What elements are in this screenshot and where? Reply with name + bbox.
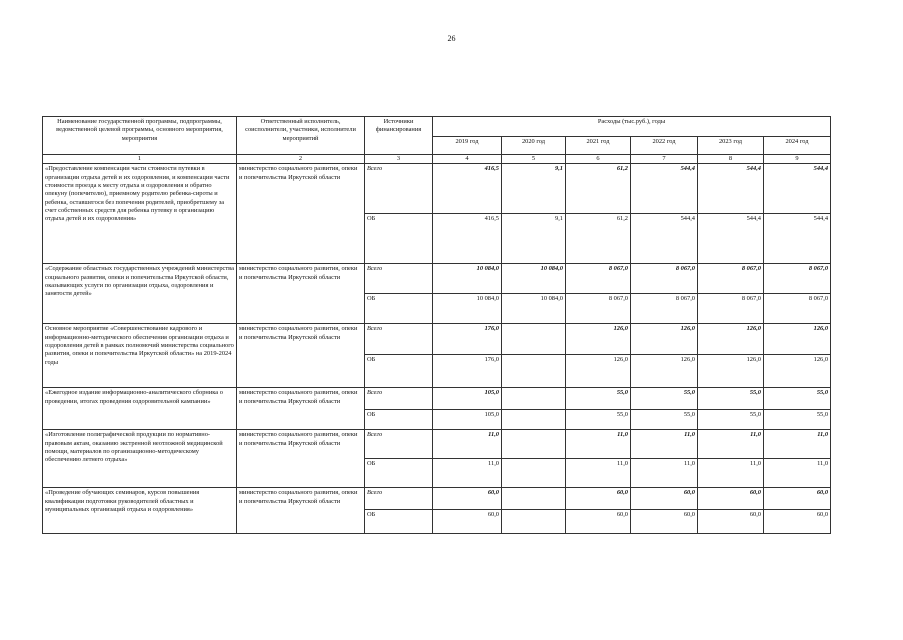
value-total: 11,0	[631, 430, 698, 459]
budget-table	[42, 116, 831, 534]
column-number: 5	[502, 155, 566, 164]
executor: министерство социального развития, опеки и попечительства Иркутской области	[237, 388, 365, 430]
source-total-label: Всего	[365, 430, 433, 459]
header-sources: Источники финансирования	[365, 117, 433, 155]
source-ob-label: ОБ	[365, 214, 433, 264]
column-number-row	[43, 155, 831, 164]
value-total: 55,0	[631, 388, 698, 410]
value-ob: 61,2	[566, 214, 631, 264]
activity-name: Основное мероприятие «Совершенствование кадрового и информационно-методического обеспечения организации отдыха и оздоровления детей в рамках полномочий министерства социального развития, опеки и попечительства Иркутской области» на 2019-2024 годы	[43, 324, 237, 388]
activity-name: «Предоставление компенсации части стоимости путевки в организации отдыха детей и их оздоровления, и компенсации части стоимости проезда к месту отдыха и оздоровления и обратно опекуну (попечителю), приемному родителю ребенка-сироты и ребенка, оставшегося без попечения родителей, приобретшему за счет собственных средств для ребенка путевку в организацию отдыха детей и их оздоровления»	[43, 164, 237, 264]
value-total: 60,0	[698, 488, 764, 510]
value-total: 105,0	[433, 388, 502, 410]
column-number: 1	[43, 155, 237, 164]
value-ob: 9,1	[502, 214, 566, 264]
source-ob-label: ОБ	[365, 294, 433, 324]
value-ob: 55,0	[566, 410, 631, 430]
value-total: 11,0	[764, 430, 831, 459]
value-total: 9,1	[502, 164, 566, 214]
value-ob: 8 067,0	[566, 294, 631, 324]
header-year: 2021 год	[566, 137, 631, 155]
value-ob: 55,0	[698, 410, 764, 430]
value-total: 544,4	[631, 164, 698, 214]
value-ob: 126,0	[566, 355, 631, 388]
source-ob-label: ОБ	[365, 510, 433, 534]
header-year: 2019 год	[433, 137, 502, 155]
value-ob	[502, 510, 566, 534]
value-ob: 11,0	[631, 459, 698, 488]
value-total: 10 084,0	[433, 264, 502, 294]
value-total: 8 067,0	[631, 264, 698, 294]
value-total: 8 067,0	[698, 264, 764, 294]
activity-name: «Изготовление полиграфической продукции по нормативно-правовым актам, оказанию экстренной неотложной медицинской помощи, материалов по организационно-методическому обеспечению летнего отдыха»	[43, 430, 237, 488]
executor: министерство социального развития, опеки и попечительства Иркутской области	[237, 164, 365, 264]
source-ob-label: ОБ	[365, 459, 433, 488]
activity-name: «Ежегодное издание информационно-аналитического сборника о проведении, итогах проведения оздоровительной кампании»	[43, 388, 237, 430]
value-ob: 544,4	[698, 214, 764, 264]
table-row	[43, 164, 831, 214]
source-ob-label: ОБ	[365, 410, 433, 430]
column-number: 9	[764, 155, 831, 164]
column-number: 2	[237, 155, 365, 164]
source-ob-label: ОБ	[365, 355, 433, 388]
page-number: 26	[447, 34, 456, 43]
value-ob	[502, 355, 566, 388]
value-total: 8 067,0	[566, 264, 631, 294]
value-total: 11,0	[566, 430, 631, 459]
executor: министерство социального развития, опеки и попечительства Иркутской области	[237, 264, 365, 324]
value-total: 8 067,0	[764, 264, 831, 294]
value-total: 544,4	[764, 164, 831, 214]
value-total	[502, 488, 566, 510]
value-ob: 126,0	[631, 355, 698, 388]
value-ob: 55,0	[764, 410, 831, 430]
activity-name: «Проведение обучающих семинаров, курсов повышения квалификации подготовки руководителей областных и муниципальных организаций отдыха и оздоровления»	[43, 488, 237, 534]
table-row	[43, 324, 831, 355]
value-ob: 60,0	[698, 510, 764, 534]
value-total: 126,0	[631, 324, 698, 355]
value-total: 60,0	[631, 488, 698, 510]
value-total	[502, 388, 566, 410]
value-ob: 60,0	[433, 510, 502, 534]
value-total: 60,0	[566, 488, 631, 510]
value-ob: 126,0	[764, 355, 831, 388]
table-row	[43, 388, 831, 410]
executor: министерство социального развития, опеки и попечительства Иркутской области	[237, 324, 365, 388]
value-ob: 10 084,0	[502, 294, 566, 324]
executor: министерство социального развития, опеки и попечительства Иркутской области	[237, 430, 365, 488]
value-total: 126,0	[764, 324, 831, 355]
value-ob: 544,4	[764, 214, 831, 264]
column-number: 6	[566, 155, 631, 164]
header-name: Наименование государственной программы, подпрограммы, ведомственной целевой программы, основного мероприятия, мероприятия	[43, 117, 237, 155]
header-year: 2023 год	[698, 137, 764, 155]
value-total: 60,0	[433, 488, 502, 510]
table-row	[43, 488, 831, 510]
value-total: 60,0	[764, 488, 831, 510]
header-year: 2022 год	[631, 137, 698, 155]
column-number: 4	[433, 155, 502, 164]
value-ob: 60,0	[764, 510, 831, 534]
column-number: 7	[631, 155, 698, 164]
value-total: 10 084,0	[502, 264, 566, 294]
value-ob: 11,0	[698, 459, 764, 488]
value-ob: 176,0	[433, 355, 502, 388]
header-executor: Ответственный исполнитель, соисполнители, участники, исполнители мероприятий	[237, 117, 365, 155]
value-ob: 60,0	[631, 510, 698, 534]
value-ob	[502, 410, 566, 430]
header-year: 2020 год	[502, 137, 566, 155]
activity-name: «Содержание областных государственных учреждений министерства социального развития, опеки и попечительства Иркутской области, оказывающих услуги по организации отдыха, оздоровления и занятости детей»	[43, 264, 237, 324]
value-ob: 8 067,0	[698, 294, 764, 324]
source-total-label: Всего	[365, 324, 433, 355]
value-ob: 11,0	[433, 459, 502, 488]
value-ob: 60,0	[566, 510, 631, 534]
value-total: 126,0	[698, 324, 764, 355]
value-ob: 544,4	[631, 214, 698, 264]
column-number: 8	[698, 155, 764, 164]
value-ob: 55,0	[631, 410, 698, 430]
value-total	[502, 430, 566, 459]
value-total: 55,0	[566, 388, 631, 410]
value-total: 55,0	[764, 388, 831, 410]
value-ob: 11,0	[566, 459, 631, 488]
value-ob: 8 067,0	[764, 294, 831, 324]
source-total-label: Всего	[365, 264, 433, 294]
header-year: 2024 год	[764, 137, 831, 155]
executor: министерство социального развития, опеки и попечительства Иркутской области	[237, 488, 365, 534]
value-total: 176,0	[433, 324, 502, 355]
source-total-label: Всего	[365, 164, 433, 214]
value-total: 11,0	[698, 430, 764, 459]
source-total-label: Всего	[365, 388, 433, 410]
value-total: 126,0	[566, 324, 631, 355]
table-row	[43, 264, 831, 294]
column-number: 3	[365, 155, 433, 164]
value-total: 61,2	[566, 164, 631, 214]
value-total: 416,5	[433, 164, 502, 214]
value-ob: 416,5	[433, 214, 502, 264]
value-total: 11,0	[433, 430, 502, 459]
value-total: 55,0	[698, 388, 764, 410]
value-total	[502, 324, 566, 355]
source-total-label: Всего	[365, 488, 433, 510]
table-row	[43, 430, 831, 459]
table-header	[43, 117, 831, 164]
value-total: 544,4	[698, 164, 764, 214]
header-expenses: Расходы (тыс.руб.), годы	[433, 117, 831, 137]
value-ob: 11,0	[764, 459, 831, 488]
value-ob: 126,0	[698, 355, 764, 388]
value-ob: 8 067,0	[631, 294, 698, 324]
value-ob	[502, 459, 566, 488]
value-ob: 105,0	[433, 410, 502, 430]
value-ob: 10 084,0	[433, 294, 502, 324]
